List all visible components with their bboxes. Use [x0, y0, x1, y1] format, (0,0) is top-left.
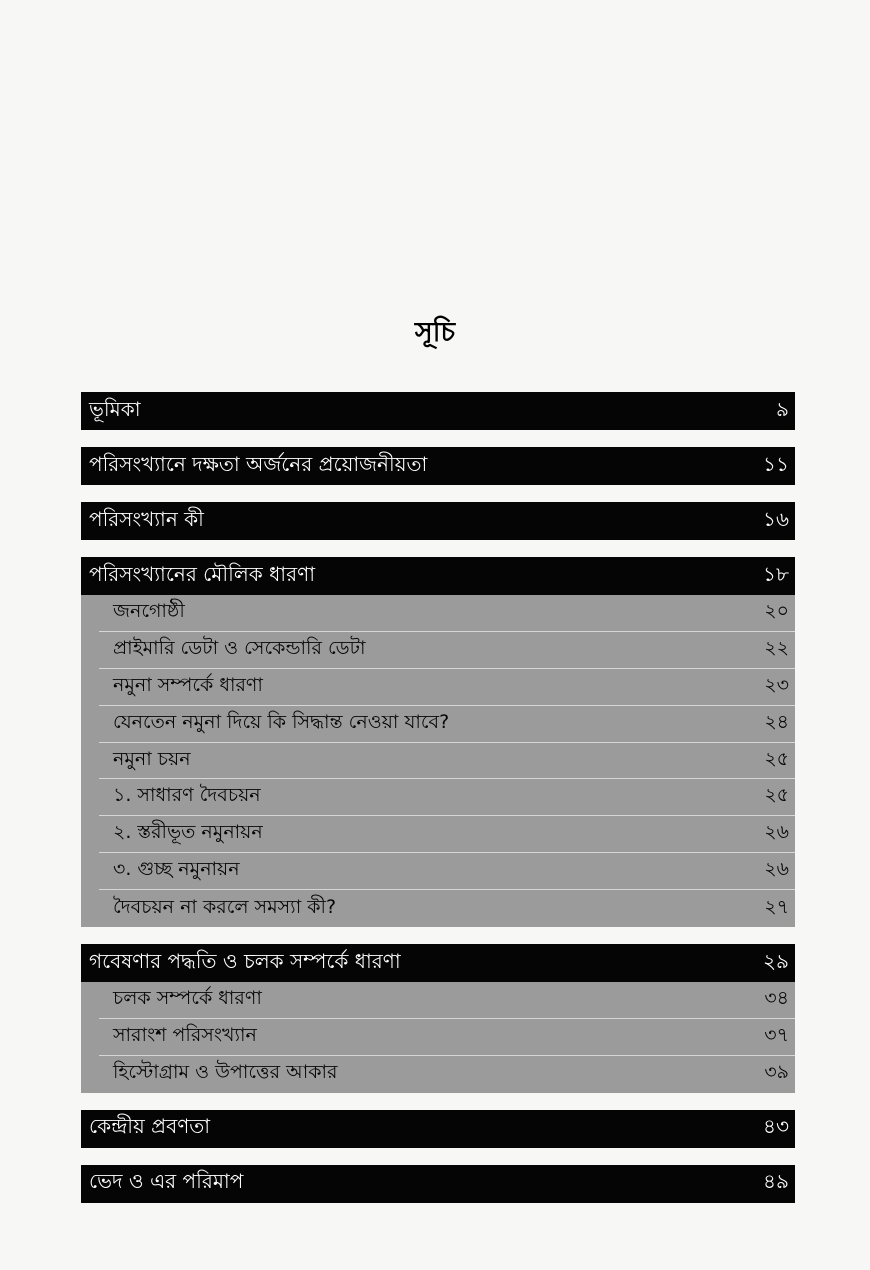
toc-subsection	[99, 669, 795, 706]
table-of-contents	[81, 392, 795, 1203]
chapter-title: পরিসংখ্যানের মৌলিক ধারণা	[89, 561, 316, 586]
toc-subsection	[99, 853, 795, 890]
chapter-page: ৪৯	[763, 1169, 789, 1194]
chapter-title: কেন্দ্রীয় প্রবণতা	[89, 1114, 211, 1139]
toc-chapter	[81, 944, 795, 982]
chapter-title: পরিসংখ্যান কী	[89, 506, 204, 531]
subsection-page: ২০	[764, 599, 789, 622]
toc-chapter	[81, 502, 795, 540]
chapter-page: ৯	[776, 396, 789, 421]
chapter-page: ১৬	[763, 506, 789, 531]
subsection-title: ৩. গুচ্ছ নমুনায়ন	[113, 858, 240, 881]
subsection-title: নমুনা চয়ন	[113, 747, 191, 770]
subsection-page: ২৬	[764, 821, 789, 844]
subsection-title: হিস্টোগ্রাম ও উপাত্তের আকার	[113, 1061, 338, 1084]
toc-subsection-list	[81, 595, 795, 927]
subsection-title: প্রাইমারি ডেটা ও সেকেন্ডারি ডেটা	[113, 636, 366, 659]
chapter-title: গবেষণার পদ্ধতি ও চলক সম্পর্কে ধারণা	[89, 948, 401, 973]
toc-chapter	[81, 447, 795, 485]
subsection-page: ২৫	[764, 784, 789, 807]
toc-chapter	[81, 1110, 795, 1148]
subsection-page: ২৪	[764, 710, 789, 733]
toc-chapter	[81, 1165, 795, 1203]
subsection-title: সারাংশ পরিসংখ্যান	[113, 1023, 257, 1046]
subsection-page: ৩৪	[764, 986, 789, 1009]
toc-subsection	[99, 595, 795, 632]
chapter-page: ১১	[763, 451, 789, 476]
subsection-page: ৩৯	[764, 1061, 789, 1084]
toc-subsection	[99, 1019, 795, 1056]
subsection-page: ২৬	[764, 858, 789, 881]
subsection-page: ৩৭	[764, 1023, 789, 1046]
chapter-title: ভূমিকা	[89, 396, 141, 421]
toc-subsection	[99, 706, 795, 743]
chapter-title: ভেদ ও এর পরিমাপ	[89, 1169, 244, 1194]
toc-subsection	[99, 743, 795, 780]
toc-subsection	[99, 632, 795, 669]
subsection-page: ২২	[764, 636, 789, 659]
subsection-title: ২. স্তরীভূত নমুনায়ন	[113, 821, 263, 844]
toc-subsection	[99, 890, 795, 927]
subsection-page: ২৭	[764, 895, 789, 918]
chapter-title: পরিসংখ্যানে দক্ষতা অর্জনের প্রয়োজনীয়তা	[89, 451, 428, 476]
subsection-title: যেনতেন নমুনা দিয়ে কি সিদ্ধান্ত নেওয়া যাবে?	[113, 710, 450, 733]
subsection-title: ১. সাধারণ দৈবচয়ন	[113, 784, 261, 807]
toc-subsection	[99, 1056, 795, 1093]
subsection-title: নমুনা সম্পর্কে ধারণা	[113, 673, 263, 696]
chapter-page: ৪৩	[763, 1114, 789, 1139]
toc-chapter	[81, 392, 795, 430]
toc-chapter	[81, 557, 795, 595]
subsection-title: দৈবচয়ন না করলে সমস্যা কী?	[113, 895, 337, 918]
chapter-page: ২৯	[763, 948, 789, 973]
toc-subsection-list	[81, 982, 795, 1093]
page-title: সূচি	[414, 317, 456, 348]
toc-subsection	[99, 982, 795, 1019]
subsection-page: ২৩	[764, 673, 789, 696]
toc-subsection	[99, 779, 795, 816]
chapter-page: ১৮	[763, 561, 789, 586]
subsection-page: ২৫	[764, 747, 789, 770]
subsection-title: জনগোষ্ঠী	[113, 599, 185, 622]
toc-subsection	[99, 816, 795, 853]
subsection-title: চলক সম্পর্কে ধারণা	[113, 986, 262, 1009]
